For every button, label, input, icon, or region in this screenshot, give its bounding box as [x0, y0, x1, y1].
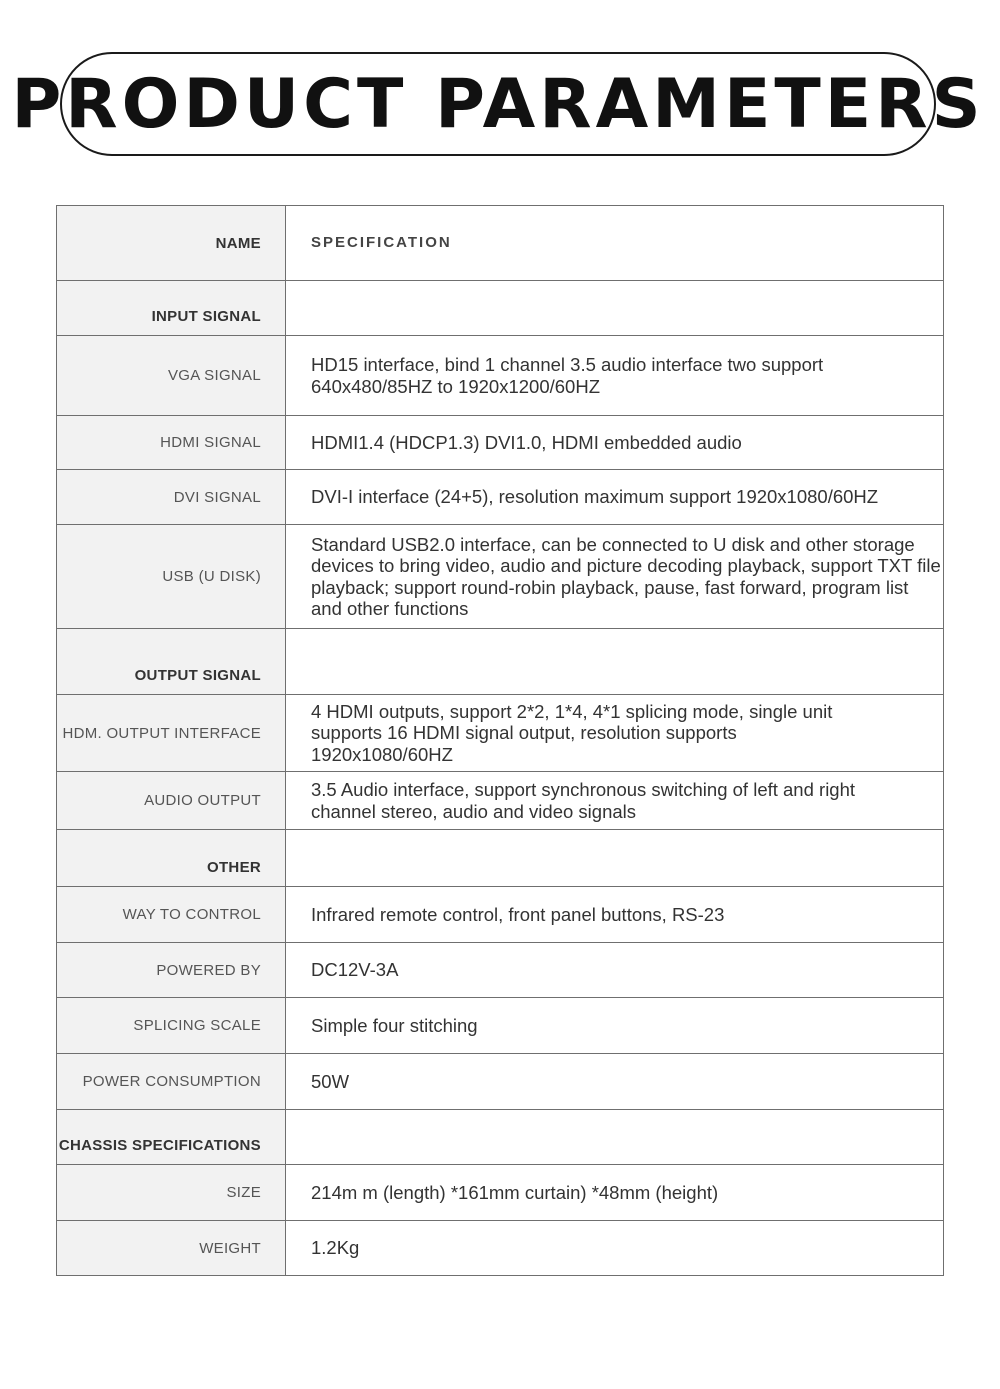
table-row — [57, 998, 944, 1054]
param-name: AUDIO OUTPUT — [57, 772, 286, 830]
param-name: POWERED BY — [57, 943, 286, 998]
section-label: CHASSIS SPECIFICATIONS — [57, 1110, 286, 1165]
table-row — [57, 772, 944, 830]
spec-value — [286, 629, 944, 695]
table-header-row — [57, 206, 944, 281]
table-row — [57, 416, 944, 470]
title-banner — [11, 52, 985, 156]
table-row — [57, 887, 944, 943]
spec-value: HD15 interface, bind 1 channel 3.5 audio interface two support 640x480/85HZ to 1920x1200/60HZ — [286, 336, 944, 416]
param-name: POWER CONSUMPTION — [57, 1054, 286, 1110]
page-title: PRODUCT PARAMETERS — [11, 64, 985, 144]
spec-value — [286, 1110, 944, 1165]
name-column-header: NAME — [57, 206, 286, 281]
param-name: SIZE — [57, 1165, 286, 1221]
table-row — [57, 1054, 944, 1110]
section-row — [57, 281, 944, 336]
table-row — [57, 695, 944, 772]
table-row — [57, 1221, 944, 1276]
spec-value: Infrared remote control, front panel buttons, RS-23 — [286, 887, 944, 943]
param-name: WAY TO CONTROL — [57, 887, 286, 943]
param-name: WEIGHT — [57, 1221, 286, 1276]
spec-value: 1.2Kg — [286, 1221, 944, 1276]
spec-value: Standard USB2.0 interface, can be connected to U disk and other storage devices to bring video, audio and picture decoding playback, support TXT file playback; support round-robin playback, pause, fast forward, program list and other functions — [286, 525, 944, 629]
param-name: HDM. OUTPUT INTERFACE — [57, 695, 286, 772]
section-row — [57, 629, 944, 695]
section-row — [57, 1110, 944, 1165]
param-name: SPLICING SCALE — [57, 998, 286, 1054]
section-label: INPUT SIGNAL — [57, 281, 286, 336]
spec-value: 3.5 Audio interface, support synchronous switching of left and right channel stereo, audio and video signals — [286, 772, 944, 830]
section-row — [57, 830, 944, 887]
table-row — [57, 943, 944, 998]
spec-value — [286, 281, 944, 336]
spec-value — [286, 830, 944, 887]
spec-value: DVI-I interface (24+5), resolution maximum support 1920x1080/60HZ — [286, 470, 944, 525]
spec-value: 50W — [286, 1054, 944, 1110]
param-name: DVI SIGNAL — [57, 470, 286, 525]
table-row — [57, 525, 944, 629]
param-name: USB (U DISK) — [57, 525, 286, 629]
param-name: VGA SIGNAL — [57, 336, 286, 416]
section-label: OUTPUT SIGNAL — [57, 629, 286, 695]
param-name: HDMI SIGNAL — [57, 416, 286, 470]
specification-column-header: SPECIFICATION — [286, 206, 944, 281]
spec-value: HDMI1.4 (HDCP1.3) DVI1.0, HDMI embedded audio — [286, 416, 944, 470]
spec-value: Simple four stitching — [286, 998, 944, 1054]
spec-value: DC12V-3A — [286, 943, 944, 998]
parameters-table — [56, 205, 944, 1276]
spec-value: 214m m (length) *161mm curtain) *48mm (height) — [286, 1165, 944, 1221]
spec-value: 4 HDMI outputs, support 2*2, 1*4, 4*1 splicing mode, single unit supports 16 HDMI signal output, resolution supports 1920x1080/60HZ — [286, 695, 944, 772]
table-row — [57, 1165, 944, 1221]
section-label: OTHER — [57, 830, 286, 887]
table-row — [57, 470, 944, 525]
table-row — [57, 336, 944, 416]
